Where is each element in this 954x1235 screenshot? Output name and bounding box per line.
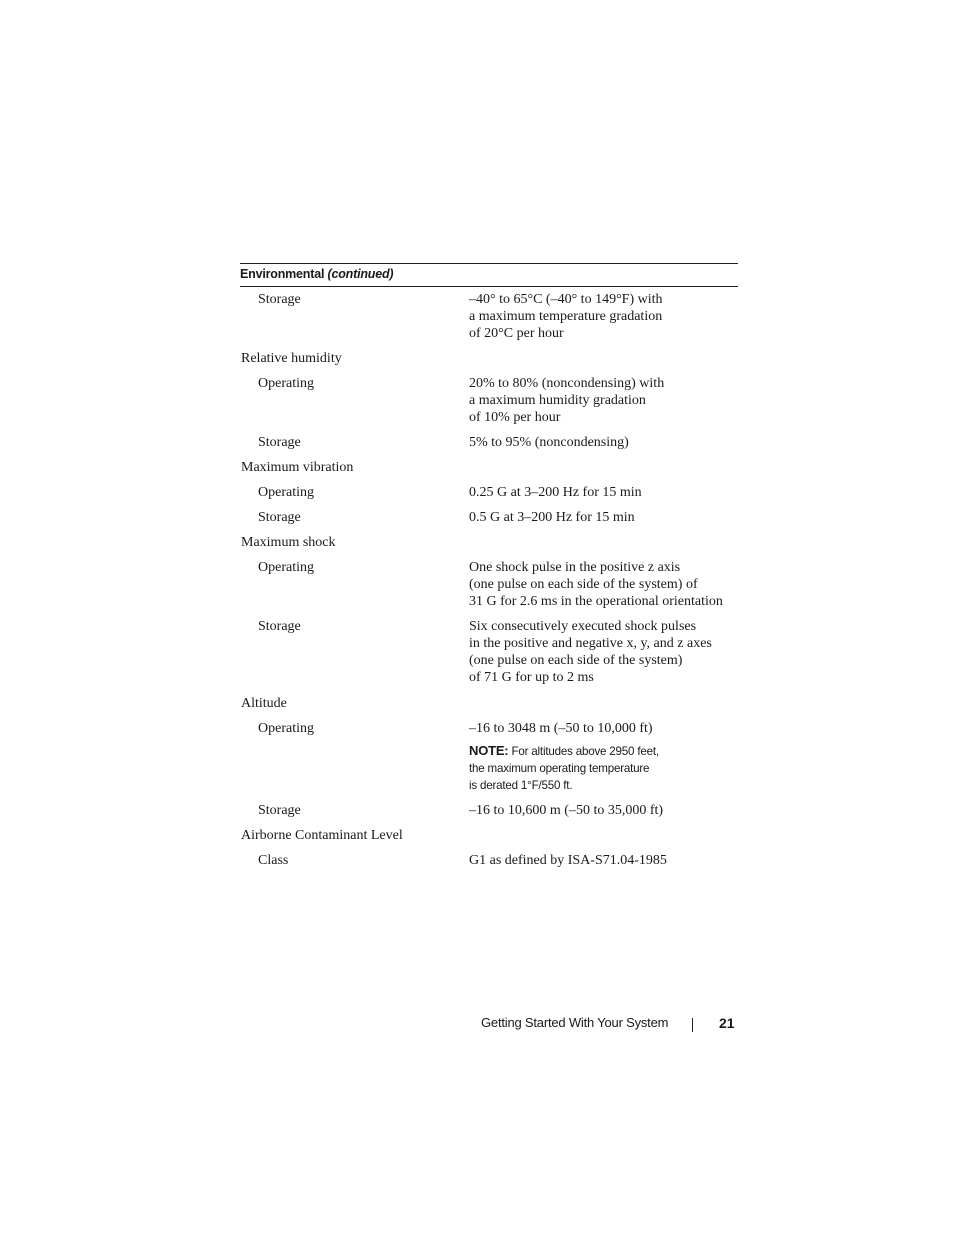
note-line: the maximum operating temperature (469, 762, 650, 775)
page-footer (0, 1015, 954, 1035)
row-label: Storage (258, 510, 301, 525)
row-label: Storage (258, 292, 301, 307)
note-label: NOTE: (469, 743, 509, 758)
value-line: 5% to 95% (noncondensing) (469, 435, 629, 450)
value-line: –16 to 10,600 m (–50 to 35,000 ft) (469, 803, 664, 818)
section-label: Altitude (241, 696, 287, 711)
section-label: Maximum vibration (241, 460, 354, 475)
page-number: 21 (719, 1015, 735, 1031)
table-header-continued: (continued) (327, 267, 394, 281)
environmental-spec-table (240, 263, 738, 868)
row-label: Operating (258, 721, 314, 736)
value-line: a maximum temperature gradation (469, 309, 663, 324)
section-label: Maximum shock (241, 535, 336, 550)
value-line: Six consecutively executed shock pulses (469, 619, 697, 634)
row-label: Operating (258, 485, 314, 500)
footer-title: Getting Started With Your System (481, 1015, 669, 1030)
value-line: 0.25 G at 3–200 Hz for 15 min (469, 485, 642, 500)
row-value (469, 618, 712, 686)
row-label: Class (258, 853, 289, 868)
value-line: a maximum humidity gradation (469, 393, 646, 408)
value-line: of 71 G for up to 2 ms (469, 670, 594, 685)
row-value (469, 559, 723, 610)
row-value (469, 434, 629, 451)
value-line: One shock pulse in the positive z axis (469, 560, 681, 575)
row-value (469, 291, 663, 342)
value-line: of 20°C per hour (469, 326, 564, 341)
table-header-title: Environmental (240, 267, 325, 281)
value-line: –40° to 65°C (–40° to 149°F) with (469, 292, 663, 307)
row-label: Operating (258, 560, 314, 575)
value-line: (one pulse on each side of the system) of (469, 577, 698, 592)
row-label: Storage (258, 803, 301, 818)
row-label: Operating (258, 376, 314, 391)
row-label: Storage (258, 435, 301, 450)
altitude-note (469, 742, 659, 794)
value-line: 0.5 G at 3–200 Hz for 15 min (469, 510, 635, 525)
value-line: 31 G for 2.6 ms in the operational orientation (469, 594, 723, 609)
row-value (469, 375, 664, 426)
row-value (469, 509, 635, 526)
row-value (469, 484, 642, 501)
value-line: of 10% per hour (469, 410, 561, 425)
footer-divider (692, 1018, 693, 1032)
section-label: Relative humidity (241, 351, 342, 366)
value-line: –16 to 3048 m (–50 to 10,000 ft) (469, 721, 653, 736)
value-line: (one pulse on each side of the system) (469, 653, 683, 668)
value-line: G1 as defined by ISA-S71.04-1985 (469, 853, 667, 868)
row-value (469, 720, 653, 737)
row-label: Storage (258, 619, 301, 634)
note-line: is derated 1°F/550 ft. (469, 779, 573, 792)
section-label: Airborne Contaminant Level (241, 828, 403, 843)
note-line: For altitudes above 2950 feet, (511, 745, 659, 758)
table-header (240, 263, 738, 287)
value-line: 20% to 80% (noncondensing) with (469, 376, 665, 391)
row-value (469, 852, 667, 869)
row-value (469, 802, 663, 819)
value-line: in the positive and negative x, y, and z axes (469, 636, 712, 651)
